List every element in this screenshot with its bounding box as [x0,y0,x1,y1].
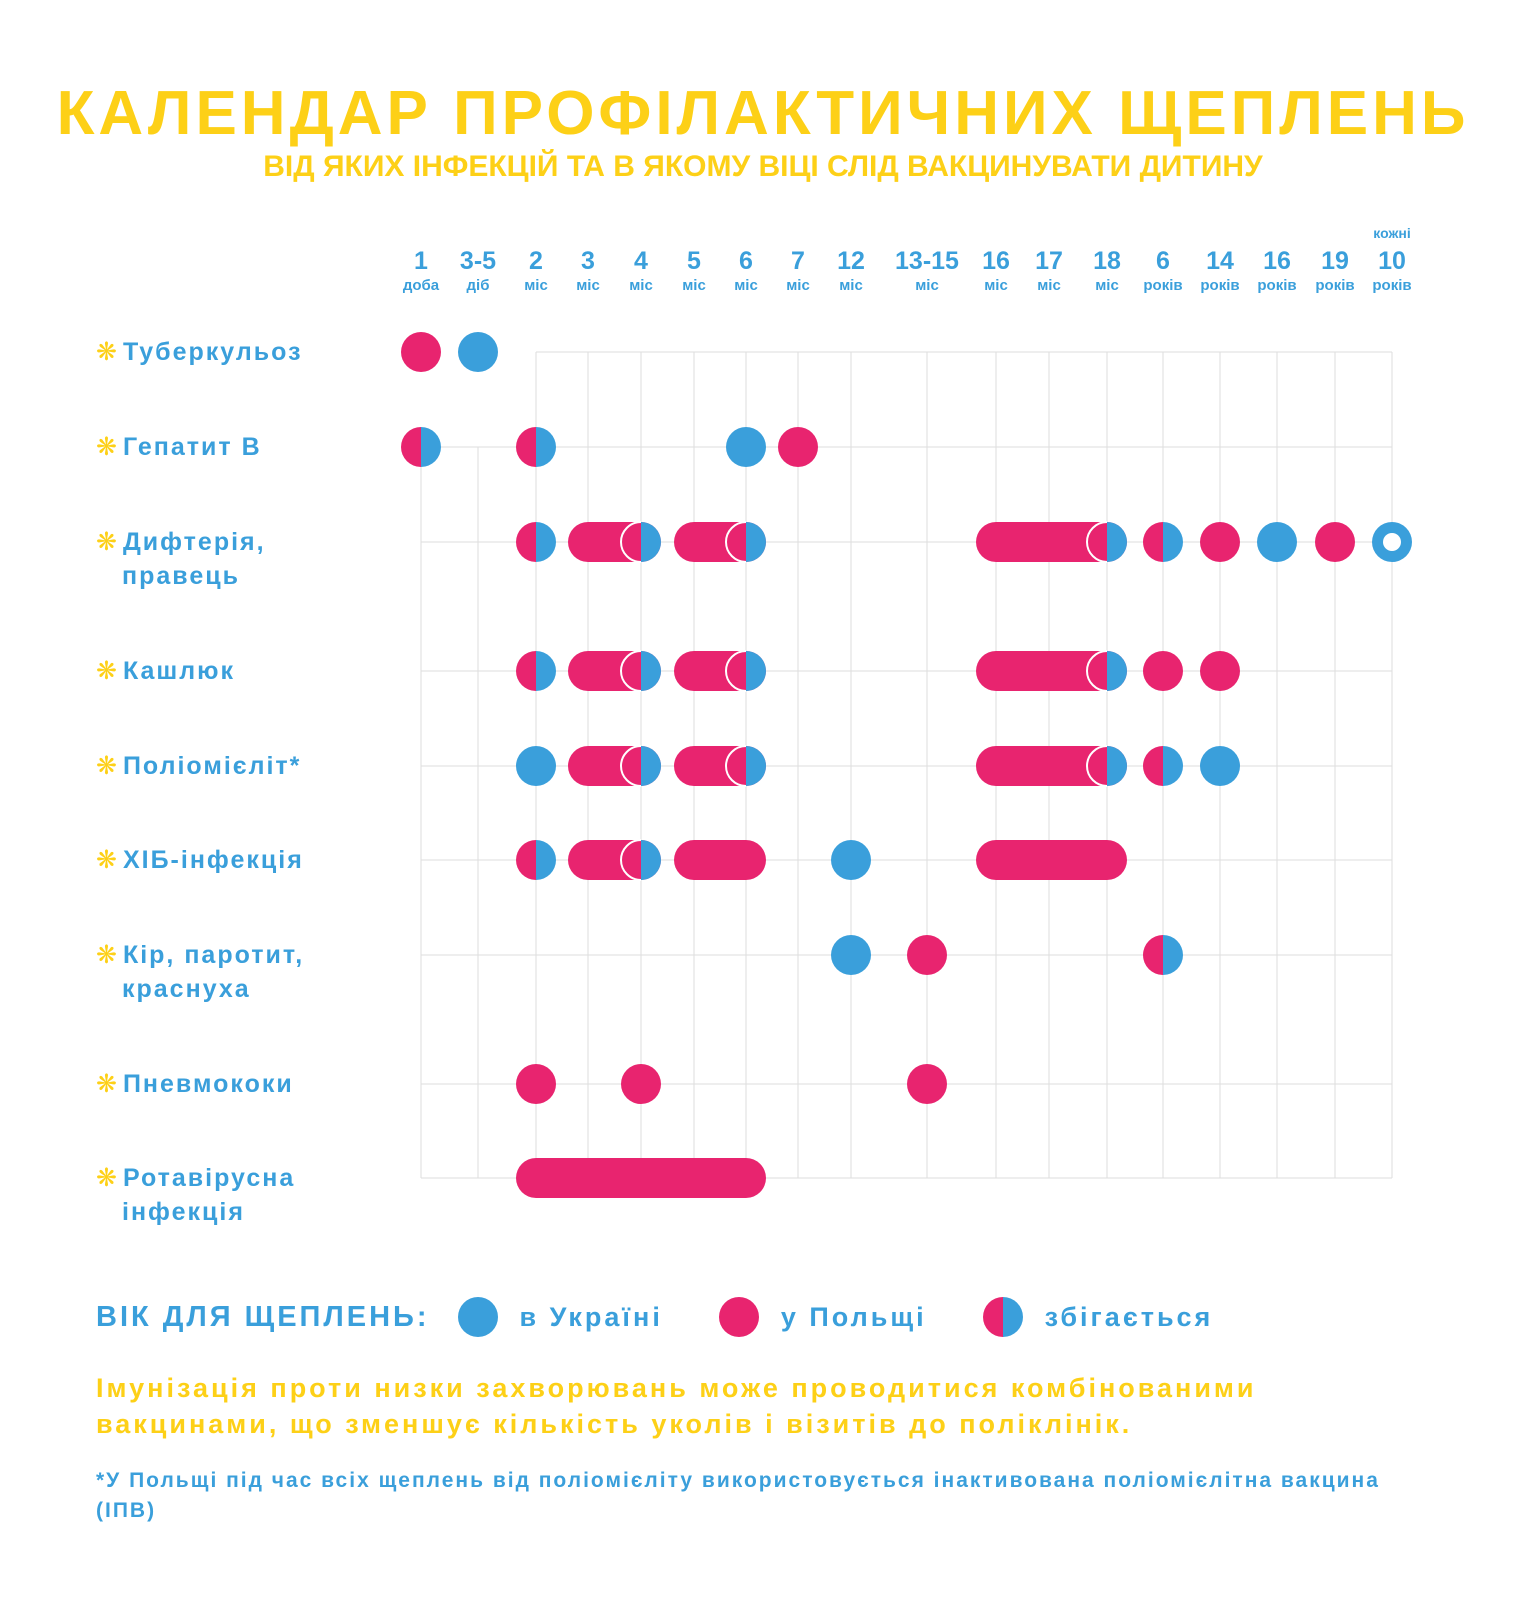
row-label-line: правець [122,562,240,590]
poland-dot [778,427,818,467]
poland-dot [401,332,441,372]
asterisk-icon: ❋ [96,846,119,874]
both-dot-right-half [1163,522,1183,562]
column-header-unit: міс [984,277,1008,294]
poland-range-bar [976,651,1127,691]
ukraine-bar-end-half [641,651,661,691]
column-header-number: 16 [1263,247,1291,275]
both-dot-left-half [1143,746,1163,786]
asterisk-icon: ❋ [96,1164,119,1192]
column-header-number: 3-5 [459,247,497,275]
both-dot-left-half [516,840,536,880]
column-header-number: 2 [529,247,543,275]
column-header-unit: діб [466,277,490,294]
ukraine-bar-end-half [1107,651,1127,691]
ukraine-dot-icon [458,1297,498,1337]
both-dot-left-half [401,427,421,467]
asterisk-icon: ❋ [96,338,119,366]
ukraine-dot [1200,746,1240,786]
ukraine-bar-end-half [641,840,661,880]
poland-dot [1200,522,1240,562]
both-dot-right-half [536,427,556,467]
ukraine-bar-end-half [641,746,661,786]
poland-dot-icon [719,1297,759,1337]
poland-range-bar [516,1158,766,1198]
ukraine-dot [831,935,871,975]
column-header-unit: міс [629,277,653,294]
column-header-unit: міс [786,277,810,294]
ukraine-dot [726,427,766,467]
both-dot-icon [983,1297,1023,1337]
both-dot-right-half [536,651,556,691]
ring-dot-center [1383,533,1401,551]
row-label-line: Кашлюк [122,657,236,685]
column-header-unit: років [1372,277,1412,294]
both-dot-right-half [536,840,556,880]
asterisk-icon: ❋ [96,528,119,556]
column-header-number: 7 [791,247,805,275]
page-subtitle: ВІД ЯКИХ ІНФЕКЦІЙ ТА В ЯКОМУ ВІЦІ СЛІД ВАКЦИНУВАТИ ДИТИНУ [263,150,1263,183]
column-header-unit: міс [576,277,600,294]
ukraine-bar-end-half [1107,522,1127,562]
ukraine-dot [516,746,556,786]
row-label-line: Гепатит В [122,433,262,461]
both-dot-right-half [1163,935,1183,975]
legend-label-ukraine: в Україні [519,1301,663,1332]
legend-item-both [983,1297,1214,1337]
row-label [96,843,396,877]
row-label [96,654,396,688]
column-header-number: 17 [1035,247,1063,275]
combined-vaccines-note: Імунізація проти низки захворювань може проводитися комбінованими вакцинами, що зменшує кількість уколів і візитів до поліклінік. [96,1373,1257,1439]
ukraine-bar-end-half [746,522,766,562]
both-dot-right-half [421,427,441,467]
asterisk-icon: ❋ [96,433,119,461]
both-dot-left-half [516,427,536,467]
poland-dot [516,1064,556,1104]
row-label-line: Кір, паротит, [122,941,305,969]
both-dot-right-half [536,522,556,562]
ukraine-dot [1257,522,1297,562]
legend-item-poland [719,1297,927,1337]
legend [96,1295,1269,1339]
poland-dot [907,1064,947,1104]
column-header-number: 1 [414,247,428,275]
column-header-number: 19 [1321,247,1349,275]
both-dot-left-half [1143,935,1163,975]
poland-range-bar [976,746,1127,786]
column-header-number: 4 [634,247,648,275]
column-header-number: 10 [1378,247,1406,275]
both-dot-left-half [516,522,536,562]
row-label-line: інфекція [122,1198,245,1226]
column-header-number: 6 [1156,247,1170,275]
poland-dot [1200,651,1240,691]
column-header-number: 14 [1206,247,1234,275]
ukraine-bar-end-half [1107,746,1127,786]
asterisk-icon: ❋ [96,752,119,780]
page-title: КАЛЕНДАР ПРОФІЛАКТИЧНИХ ЩЕПЛЕНЬ [56,79,1470,148]
row-label [96,938,396,1006]
row-label-line: Дифтерія, [122,528,266,556]
asterisk-icon: ❋ [96,657,119,685]
column-header-unit: міс [524,277,548,294]
column-header-number: 18 [1093,247,1121,275]
row-label-line: Туберкульоз [122,338,303,366]
column-header-unit: міс [915,277,939,294]
column-header-prefix: кожні [1373,225,1411,241]
ukraine-dot [458,332,498,372]
row-label-line: краснуха [122,975,251,1003]
both-dot-left-half [516,651,536,691]
column-header-number: 16 [982,247,1010,275]
column-header-number: 5 [687,247,701,275]
row-label [96,430,396,464]
ukraine-dot [831,840,871,880]
polio-footnote: *У Польщі під час всіх щеплень від поліомієліту використовується інактивована поліомієлітна вакцина (ІПВ) [96,1469,1380,1522]
row-label-line: ХІБ-інфекція [122,846,304,874]
both-dot-left-half [1143,522,1163,562]
legend-label-poland: у Польщі [780,1301,927,1332]
column-header-number: 3 [581,247,595,275]
column-header-unit: міс [734,277,758,294]
poland-dot [1143,651,1183,691]
row-label [96,525,396,593]
column-header-unit: міс [1095,277,1119,294]
legend-label-both: збігається [1044,1301,1214,1332]
poland-dot [1315,522,1355,562]
column-header-number: 12 [837,247,865,275]
poland-range-bar [976,840,1127,880]
column-header-unit: міс [1037,277,1061,294]
column-header-unit: років [1315,277,1355,294]
row-label [96,1067,396,1101]
column-header-unit: міс [839,277,863,294]
row-label-line: Поліомієліт* [122,752,302,780]
ukraine-bar-end-half [641,522,661,562]
poland-range-bar [976,522,1127,562]
column-header-unit: доба [402,277,440,294]
column-header-number: 6 [739,247,753,275]
poland-dot [907,935,947,975]
poland-dot [621,1064,661,1104]
row-label [96,749,396,783]
legend-item-ukraine [458,1297,663,1337]
ukraine-bar-end-half [746,651,766,691]
row-label-line: Пневмококи [122,1070,294,1098]
asterisk-icon: ❋ [96,941,119,969]
asterisk-icon: ❋ [96,1070,119,1098]
column-header-unit: років [1257,277,1297,294]
row-label [96,335,396,369]
column-header-number: 13-15 [895,247,959,275]
ukraine-bar-end-half [746,746,766,786]
row-label-line: Ротавірусна [122,1164,296,1192]
row-label [96,1161,396,1229]
both-dot-right-half [1163,746,1183,786]
poland-range-bar [674,840,766,880]
column-header-unit: міс [682,277,706,294]
legend-title: ВІК ДЛЯ ЩЕПЛЕНЬ: [96,1300,430,1333]
column-header-unit: років [1143,277,1183,294]
column-header-unit: років [1200,277,1240,294]
